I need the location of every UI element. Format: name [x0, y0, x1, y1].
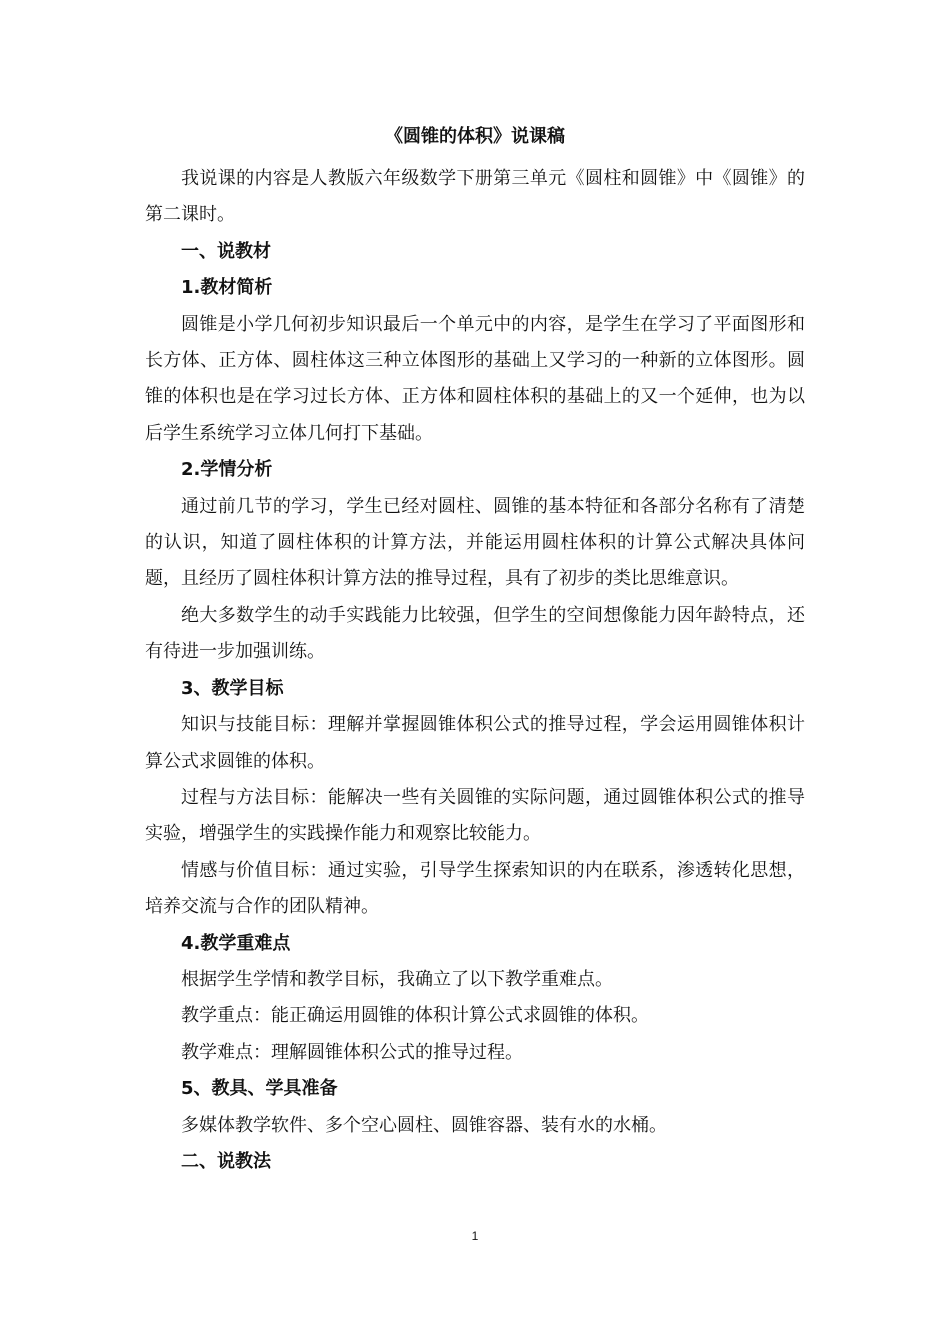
subsection-heading: 3、教学目标 [181, 677, 284, 699]
paragraph: 圆锥是小学几何初步知识最后一个单元中的内容，是学生在学习了平面图形和长方体、正方体、圆柱体这三种立体图形的基础上又学习的一种新的立体图形。圆锥的体积也是在学习过长方体、正方体和圆柱体积的基础上的又一个延伸，也为以后学生系统学习立体几何打下基础。 [145, 313, 805, 444]
paragraph: 我说课的内容是人教版六年级数学下册第三单元《圆柱和圆锥》中《圆锥》的第二课时。 [145, 168, 805, 226]
section-heading: 二、说教法 [181, 1150, 271, 1172]
paragraph: 知识与技能目标：理解并掌握圆锥体积公式的推导过程，学会运用圆锥体积计算公式求圆锥的体积。 [145, 714, 805, 772]
paragraph: 多媒体教学软件、多个空心圆柱、圆锥容器、装有水的水桶。 [181, 1114, 667, 1136]
section-heading: 一、说教材 [181, 240, 271, 262]
paragraph: 绝大多数学生的动手实践能力比较强，但学生的空间想像能力因年龄特点，还有待进一步加强训练。 [145, 604, 805, 663]
subsection-heading: 5、教具、学具准备 [181, 1078, 338, 1100]
subsection-heading: 2.学情分析 [181, 459, 273, 481]
paragraph: 根据学生学情和教学目标，我确立了以下教学重难点。 [181, 968, 613, 990]
subsection-heading: 4.教学重难点 [181, 932, 291, 954]
subsection-heading: 1.教材简析 [181, 277, 273, 299]
paragraph: 情感与价值目标：通过实验，引导学生探索知识的内在联系，渗透转化思想，培养交流与合作的团队精神。 [145, 859, 805, 918]
document-title: 《圆锥的体积》说课稿 [385, 126, 565, 147]
paragraph: 过程与方法目标：能解决一些有关圆锥的实际问题，通过圆锥体积公式的推导实验，增强学生的实践操作能力和观察比较能力。 [145, 786, 805, 845]
paragraph: 教学重点：能正确运用圆锥的体积计算公式求圆锥的体积。 [181, 1005, 649, 1027]
document-body [145, 161, 805, 1180]
paragraph: 教学难点：理解圆锥体积公式的推导过程。 [181, 1041, 523, 1063]
paragraph: 通过前几节的学习，学生已经对圆柱、圆锥的基本特征和各部分名称有了清楚的认识，知道了圆柱体积的计算方法，并能运用圆柱体积的计算公式解决具体问题，且经历了圆柱体积计算方法的推导过程，具有了初步的类比思维意识。 [145, 495, 805, 590]
page-number: 1 [471, 1229, 479, 1243]
